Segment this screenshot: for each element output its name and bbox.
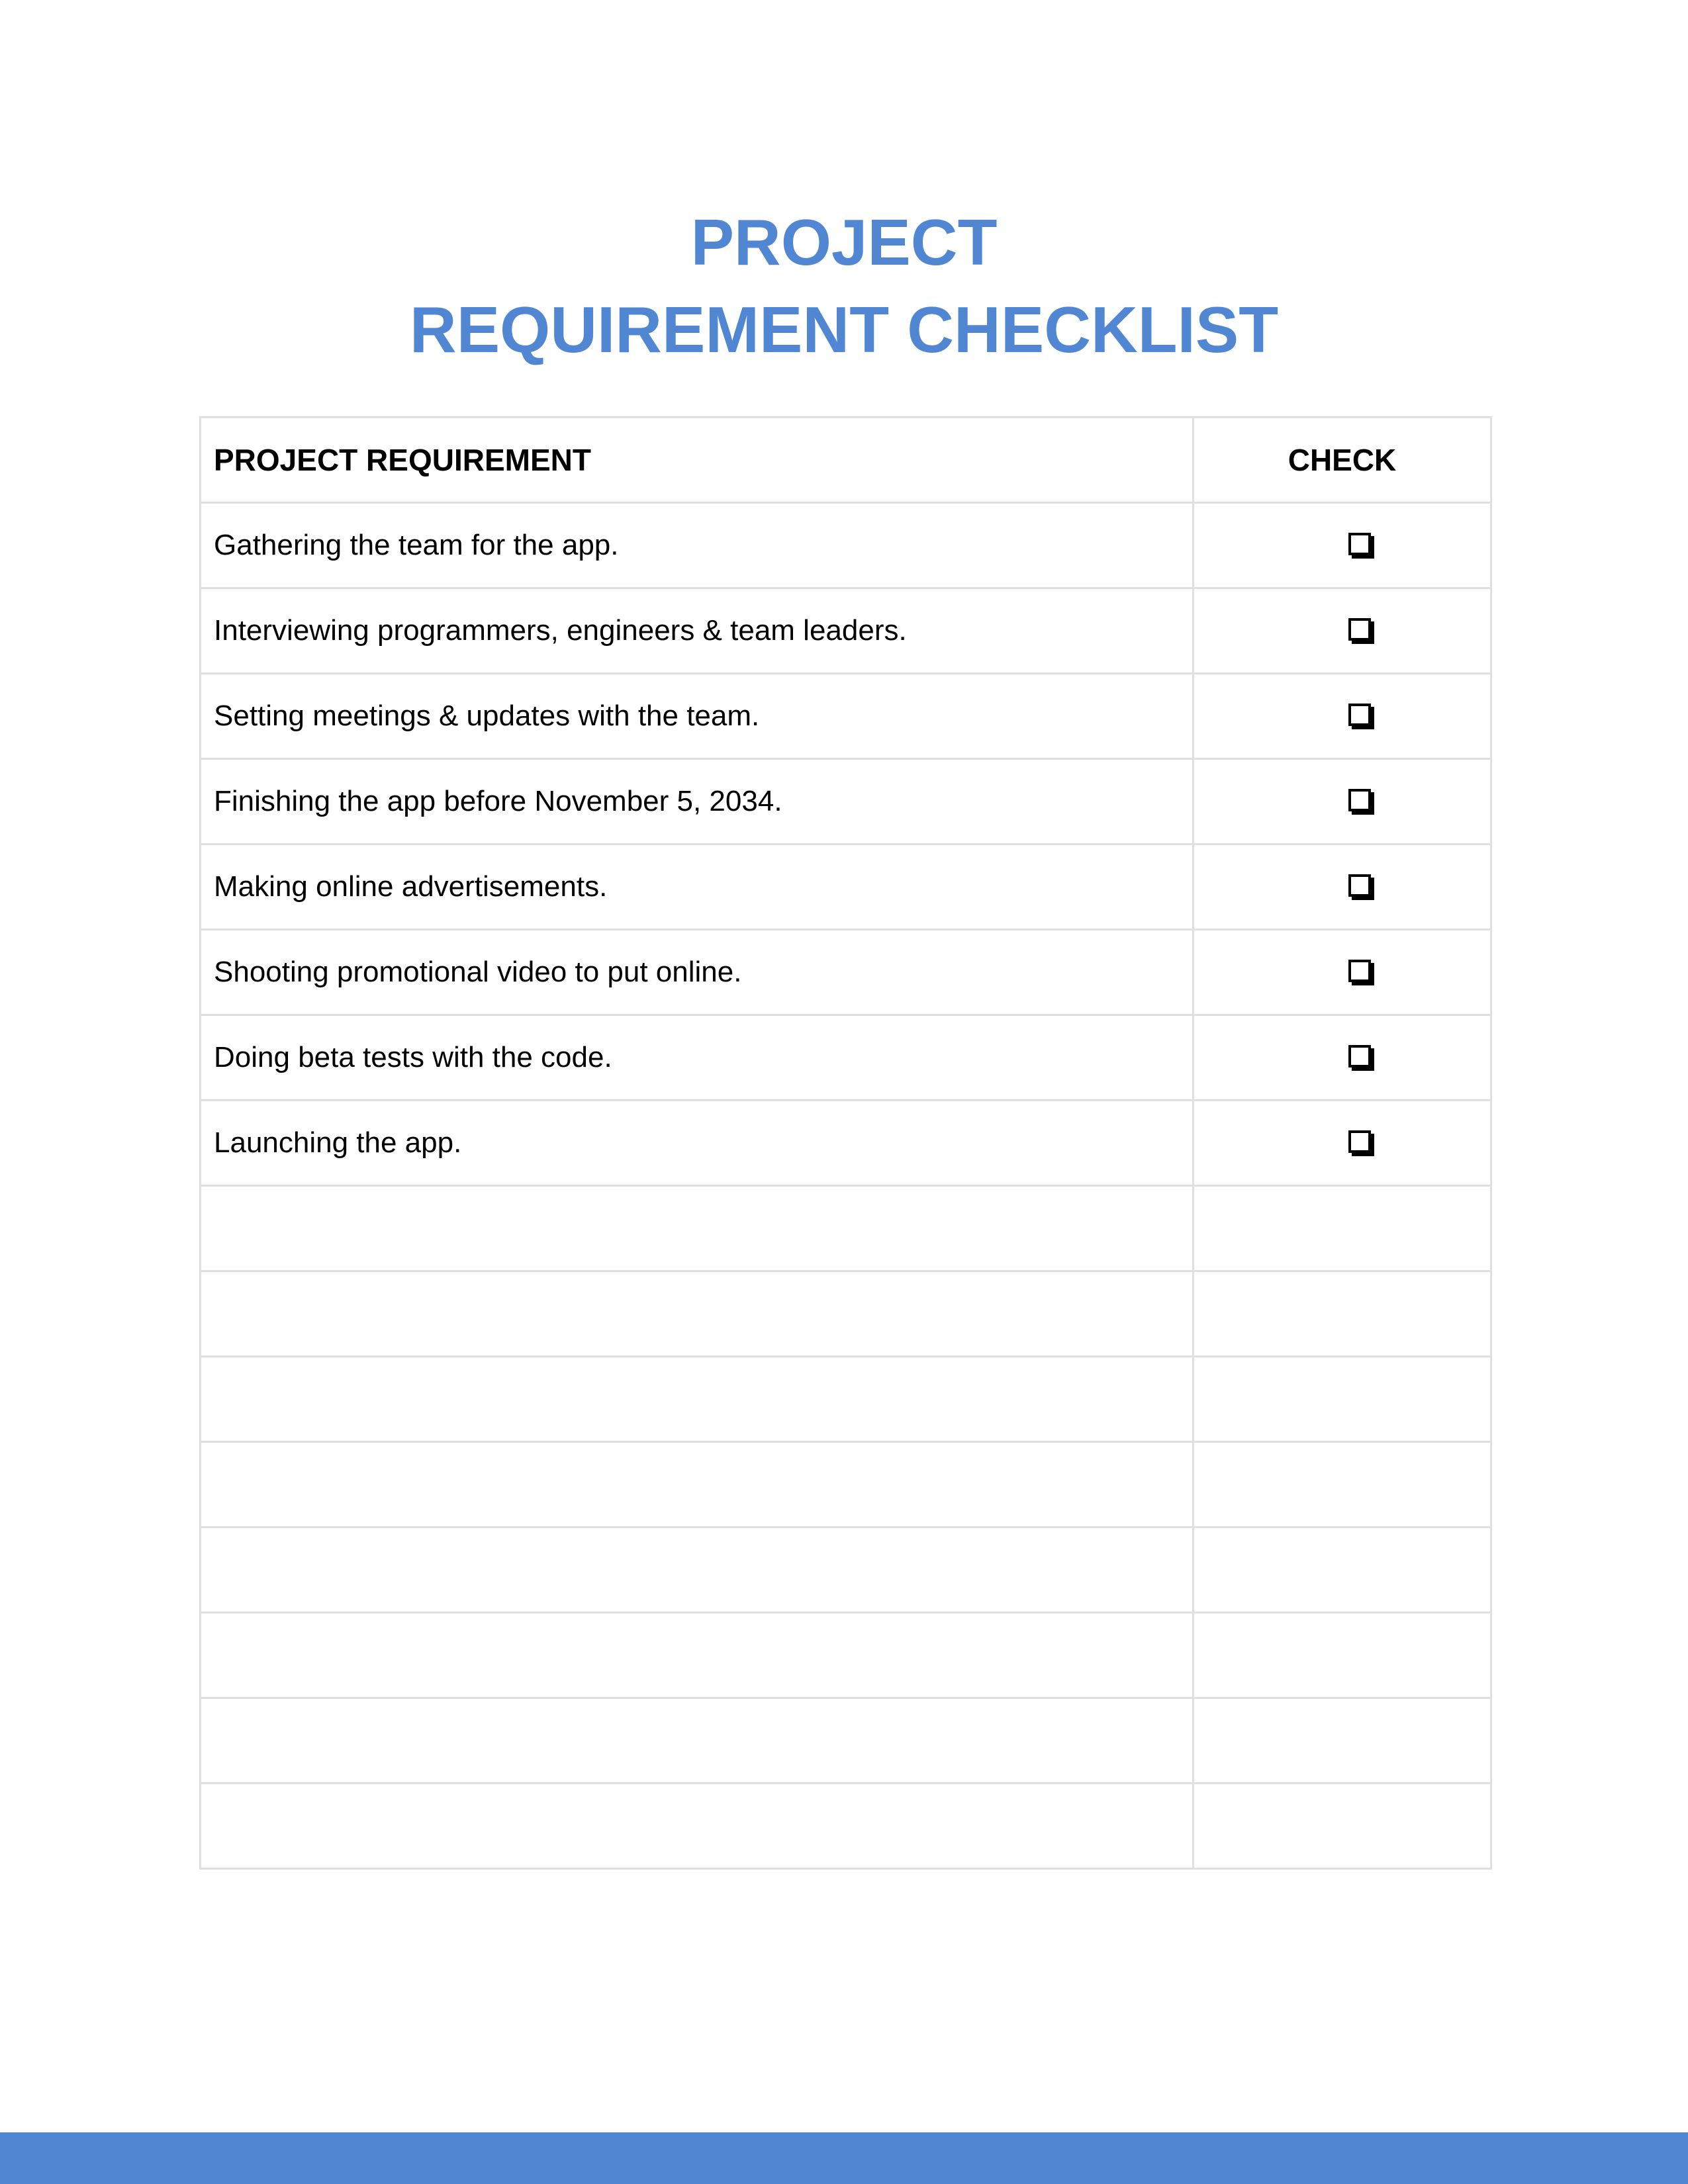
requirement-cell	[201, 1271, 1194, 1357]
check-cell	[1194, 1613, 1491, 1698]
check-cell	[1194, 674, 1491, 759]
check-cell	[1194, 1527, 1491, 1613]
table-row	[201, 1186, 1491, 1271]
requirement-cell	[201, 1442, 1194, 1527]
requirement-cell: Gathering the team for the app.	[201, 503, 1194, 588]
requirement-cell: Doing beta tests with the code.	[201, 1015, 1194, 1101]
checkbox-icon[interactable]	[1348, 960, 1371, 982]
requirement-cell: Interviewing programmers, engineers & team leaders.	[201, 588, 1194, 674]
table-row	[201, 1357, 1491, 1442]
table-row	[201, 503, 1491, 588]
table-row	[201, 1015, 1491, 1101]
table-row	[201, 1442, 1491, 1527]
requirement-cell	[201, 1527, 1194, 1613]
requirement-cell: Shooting promotional video to put online.	[201, 930, 1194, 1015]
check-cell	[1194, 759, 1491, 844]
footer-bar	[0, 2132, 1688, 2184]
table-header-row	[201, 418, 1491, 503]
table-row	[201, 588, 1491, 674]
table-row	[201, 759, 1491, 844]
checkbox-icon[interactable]	[1348, 1045, 1371, 1068]
table-row	[201, 1784, 1491, 1869]
check-cell	[1194, 1015, 1491, 1101]
checkbox-icon[interactable]	[1348, 789, 1371, 811]
check-cell	[1194, 1698, 1491, 1784]
table-row	[201, 674, 1491, 759]
requirement-cell	[201, 1613, 1194, 1698]
table-row	[201, 1698, 1491, 1784]
checkbox-icon[interactable]	[1348, 874, 1371, 897]
check-cell	[1194, 503, 1491, 588]
table-row	[201, 1613, 1491, 1698]
check-cell	[1194, 844, 1491, 930]
table-row	[201, 1527, 1491, 1613]
requirement-checklist-table	[199, 416, 1492, 1870]
check-cell	[1194, 1784, 1491, 1869]
requirement-cell	[201, 1186, 1194, 1271]
requirement-cell	[201, 1357, 1194, 1442]
checkbox-icon[interactable]	[1348, 618, 1371, 641]
check-cell	[1194, 1186, 1491, 1271]
check-column-header: CHECK	[1194, 418, 1491, 503]
requirement-cell: Launching the app.	[201, 1101, 1194, 1186]
table-row	[201, 930, 1491, 1015]
requirement-cell	[201, 1698, 1194, 1784]
checkbox-icon[interactable]	[1348, 1130, 1371, 1153]
requirement-column-header: PROJECT REQUIREMENT	[201, 418, 1194, 503]
check-cell	[1194, 930, 1491, 1015]
requirement-cell	[201, 1784, 1194, 1869]
table-row	[201, 1101, 1491, 1186]
document-title	[0, 199, 1688, 373]
table-row	[201, 844, 1491, 930]
requirement-cell: Finishing the app before November 5, 2034.	[201, 759, 1194, 844]
check-cell	[1194, 1271, 1491, 1357]
check-cell	[1194, 588, 1491, 674]
title-line-2: REQUIREMENT CHECKLIST	[409, 293, 1279, 366]
requirement-cell: Setting meetings & updates with the team.	[201, 674, 1194, 759]
title-line-1: PROJECT	[690, 206, 998, 279]
checklist-body	[201, 503, 1491, 1869]
checkbox-icon[interactable]	[1348, 704, 1371, 726]
check-cell	[1194, 1101, 1491, 1186]
requirement-cell: Making online advertisements.	[201, 844, 1194, 930]
table-row	[201, 1271, 1491, 1357]
check-cell	[1194, 1357, 1491, 1442]
check-cell	[1194, 1442, 1491, 1527]
checkbox-icon[interactable]	[1348, 533, 1371, 555]
